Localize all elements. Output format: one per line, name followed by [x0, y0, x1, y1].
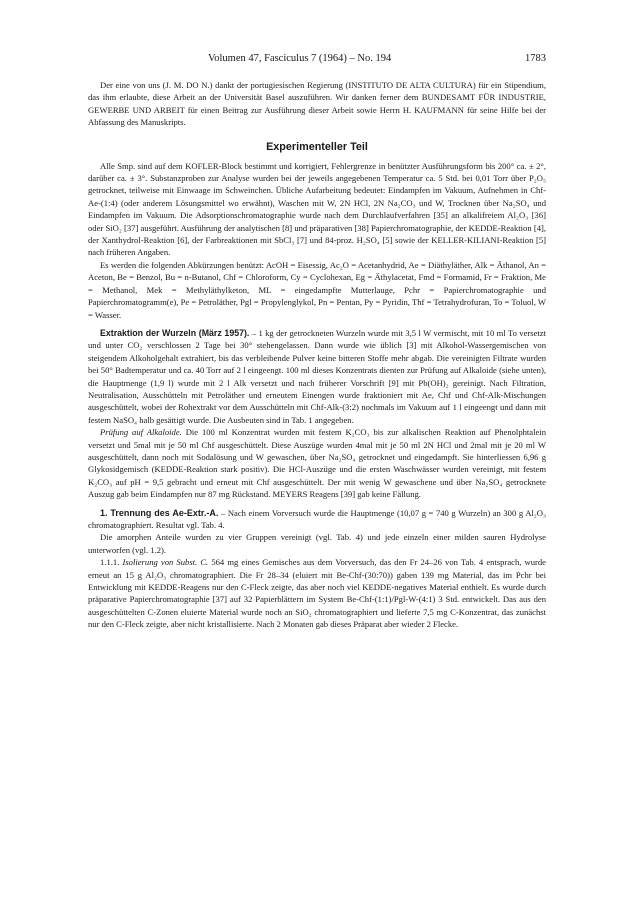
extraction-paragraph	[88, 327, 546, 426]
extraction-heading: Extraktion der Wurzeln (März 1957).	[100, 327, 250, 338]
page-number: 1783	[525, 53, 546, 64]
alkaloid-paragraph	[88, 426, 546, 500]
alkaloid-text: Die 100 ml Konzentrat wurden mit festem K₂CO₃ bis zur alkalischen Reaktion auf Phenolphtalein versetzt und 5mal mit je 50 ml Chf ausgeschüttelt. Diese Auszüge wurden 4mal mit je 50 ml 2N HCl und 2mal mit je 20 ml W ausgeschüttelt, dann noch mit Sodalösung und W gewaschen, über Na₂SO₄ getrocknet und eingedampft. Sie hinterliessen 6,96 g Glykosidgemisch (KEDDE-Reaktion stark positiv). Die HCl-Auszüge und die ersten Waschwässer wurden vereinigt, mit festem K₂CO₃ auf pH = 9,5 gebracht und erneut mit Chf ausgeschüttelt. Der mit wenig W gewaschene und über Na₂SO₄ getrocknete Auszug gab beim Eindampfen nur 87 mg Rückstand. MEYERS Reagens [39] gab keine Fällung.	[88, 427, 546, 500]
acknowledgement-paragraph: Der eine von uns (J. M. DO N.) dankt der portugiesischen Regierung (INSTITUTO DE ALTA CULTURA) für ein Stipendium, das ihm erlaubte, diese Arbeit an der Universität Basel auszuführen. Wir danken ferner dem BUNDESAMT FÜR INDUSTRIE, GEWERBE UND ARBEIT für einen Beitrag zur Ausführung dieser Arbeit sowie Herrn H. KAUFMANN für seine Hilfe bei der Abfassung des Manuskripts.	[88, 80, 546, 128]
isolation-text: 564 mg eines Gemisches aus dem Vorversuch, das den Fr 24–26 von Tab. 4 entsprach, wurde erneut an 15 g Al₂O₃ chromatographiert. Die Fr 28–34 (eluiert mit Be-Chf-(30:70)) gaben 139 mg Material, das im Pchr bei Entwicklung mit KEDDE-Reagens nur den C-Fleck zeigte, das aber noch viel KEDDE-negatives Material enthielt. Es wurde durch präparative Papierchromatographie [37] auf 32 Papierblättern im System Be-Chf-(1:1)/Pgl-W-(4:1) 3 Std. entwickelt. Das aus den ausgeschüttelten C-Zonen eluierte Material wurde noch an SiO₂ chromatographiert und lieferte 7,5 mg C-Konzentrat, das zunächst nur den C-Fleck zeigte, aber nicht kristallisierte. Nach 2 Monaten gab dieses Präparat aber wieder 2 Flecke.	[88, 557, 546, 630]
trennung-paragraph	[88, 507, 546, 532]
trennung-text: – Nach einem Vorversuch wurde die Hauptmenge (10,07 g = 740 g Wurzeln) an 300 g Al₂O₃ chromatographiert. Resultat vgl. Tab. 4.	[88, 507, 546, 530]
isolation-number: 1.1.1.	[100, 557, 120, 568]
section-heading: Experimenteller Teil	[266, 140, 368, 153]
article-body	[88, 79, 546, 631]
isolation-paragraph	[88, 556, 546, 630]
alkaloid-heading: Prüfung auf Alkaloide.	[100, 427, 182, 438]
trennung-heading: 1. Trennung des Ae-Extr.-A.	[100, 507, 219, 518]
general-methods-paragraph: Alle Smp. sind auf dem KOFLER-Block bestimmt und korrigiert, Fehlergrenze in benützter Ausführungsform bis 200° ca. ± 2°, darüber ca. ± 3°. Substanzproben zur Analyse wurden bei der jeweils angegebenen Temperatur ca. 5 Std. bei 0,01 Torr über P₂O₅ getrocknet, teilweise mit Einwaage im Schweinchen. Übliche Aufarbeitung bedeutet: Eindampfen im Vakuum, Aufnehmen in Chf-Ae-(1:4) (oder anderem Lösungsmittel wo erwähnt), Waschen mit W, 2N HCl, 2N Na₂CO₃ und W, Trocknen über Na₂SO₄ und Eindampfen im Vakuum. Die Adsorptionschromatographie wurde nach dem Durchlaufverfahren [35] an alkalifreiem Al₂O₃ [36] oder SiO₂ [37] ausgeführt. Ausführung der analytischen [8] und präparativen [38] Papierchromatographie, der KEDDE-Reaktion [4], der Xanthydrol-Reaktion [6], der Farbreaktionen mit SbCl₃ [7] und 84-proz. H₂SO₄ [5] sowie der KELLER-KILIANI-Reaktion [5] nach früheren Angaben.	[88, 160, 546, 258]
journal-citation: Volumen 47, Fasciculus 7 (1964) – No. 194	[208, 53, 392, 64]
amorphous-paragraph: Die amorphen Anteile wurden zu vier Gruppen vereinigt (vgl. Tab. 4) und jede einzeln einer milden sauren Hydrolyse unterworfen (vgl. 1.2).	[88, 532, 546, 555]
running-header	[88, 52, 546, 66]
extraction-text: – 1 kg der getrockneten Wurzeln wurde mit 3,5 l W vermischt, mit 10 ml To versetzt und unter CO₂ verschlossen 2 Tage bei 30° stehengelassen. Dann wurde wie üblich [3] mit Alkohol-Wassergemischen von steigendem Alkoholgehalt extrahiert, bis das verbleibende Pulver keine bitteren Stoffe mehr abgab. Die vereinigten Filtrate wurden bei 50° Badtemperatur und ca. 40 Torr auf 2 l eingeengt. 100 ml dieses Konzentrats dienten zur Prüfung auf Alkaloide (siehe unten), die Hauptmenge (1,9 l) wurde mit 2 l Alk versetzt und nach früherer Vorschrift [9] mit Pb(OH)₂ gereinigt. Nach Filtration, Neutralisation, Ausschütteln mit Petroläther und erneutem Einengen wurde fraktioniert mit Ae, Chf und Chf-Alk-Mischungen ausgeschüttelt, wobei der Rohextrakt vor dem Ausschütteln mit Chf-Alk-(3:2) nochmals im Vakuum auf 1 l eingeengt und dann mit festem NaSO₄ halb gesättigt wurde. Die Ausbeuten sind in Tab. 1 angegeben.	[88, 327, 546, 425]
abbreviations-paragraph: Es werden die folgenden Abkürzungen benützt: AcOH = Eisessig, Ac₂O = Acetanhydrid, Ae = Diäthyläther, Alk = Äthanol, An = Aceton, Be = Benzol, Bu = n-Butanol, Chf = Chloroform, Cy = Cyclohexan, Eg = Äthylacetat, Fmd = Formamid, Fr = Fraktion, Me = Methanol, Mek = Methyläthylketon, ML = eingedampfte Mutterlauge, Pchr = Papierchromatographie und Papierchromatogramm(e), Pe = Petroläther, Pgl = Propylenglykol, Pn = Pentan, Py = Pyridin, Thf = Tetrahydrofuran, To = Toluol, W = Wasser.	[88, 259, 546, 320]
isolation-heading: Isolierung von Subst. C.	[122, 557, 209, 568]
